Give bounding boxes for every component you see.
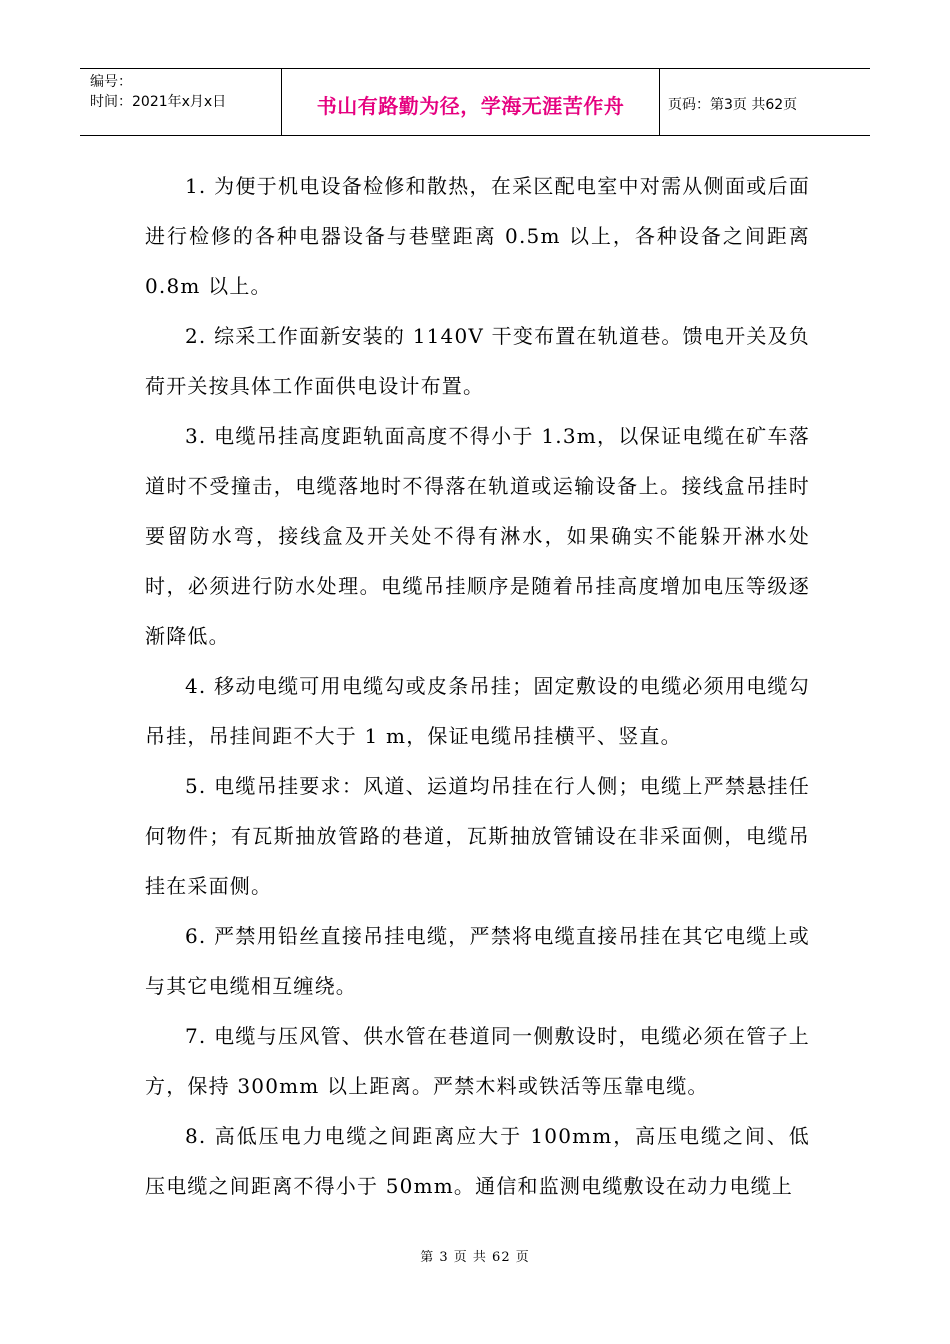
page-footer: 第 3 页 共 62 页 (420, 1250, 530, 1265)
document-time-label: 时间：2021年x月x日 (90, 94, 227, 110)
paragraph-5: 5. 电缆吊挂要求：风道、运道均吊挂在行人侧；电缆上严禁悬挂任何物件；有瓦斯抽放管路的巷道，瓦斯抽放管铺设在非采面侧，电缆吊挂在采面侧。 (145, 774, 810, 898)
header-page-code: 页码：第3页 共62页 (668, 97, 798, 113)
paragraph-3: 3. 电缆吊挂高度距轨面高度不得小于 1.3m，以保证电缆在矿车落道时不受撞击，电缆落地时不得落在轨道或运输设备上。接线盒吊挂时要留防水弯，接线盒及开关处不得有淋水，如果确实不能躲开淋水处时，必须进行防水处理。电缆吊挂顺序是随着吊挂高度增加电压等级逐渐降低。 (145, 424, 810, 648)
document-body (145, 161, 810, 1211)
paragraph-8: 8. 高低压电力电缆之间距离应大于 100mm，高压电缆之间、低压电缆之间距离不得小于 50mm。通信和监测电缆敷设在动力电缆上 (145, 1124, 810, 1198)
header-motto: 书山有路勤为径，学海无涯苦作舟 (316, 93, 625, 118)
paragraph-4: 4. 移动电缆可用电缆勾或皮条吊挂；固定敷设的电缆必须用电缆勾吊挂，吊挂间距不大于 1 m，保证电缆吊挂横平、竖直。 (145, 674, 810, 748)
paragraph-7: 7. 电缆与压风管、供水管在巷道同一侧敷设时，电缆必须在管子上方，保持 300mm 以上距离。严禁木料或铁活等压靠电缆。 (145, 1024, 810, 1098)
header-motto-cell (282, 69, 660, 135)
header-meta (80, 69, 282, 135)
paragraph-1: 1. 为便于机电设备检修和散热，在采区配电室中对需从侧面或后面进行检修的各种电器设备与巷壁距离 0.5m 以上，各种设备之间距离 0.8m 以上。 (145, 174, 810, 298)
document-number-label: 编号： (90, 74, 132, 90)
page-header (80, 68, 870, 136)
paragraph-6: 6. 严禁用铅丝直接吊挂电缆，严禁将电缆直接吊挂在其它电缆上或与其它电缆相互缠绕。 (145, 924, 810, 998)
paragraph-2: 2. 综采工作面新安装的 1140V 干变布置在轨道巷。馈电开关及负荷开关按具体工作面供电设计布置。 (145, 324, 810, 398)
